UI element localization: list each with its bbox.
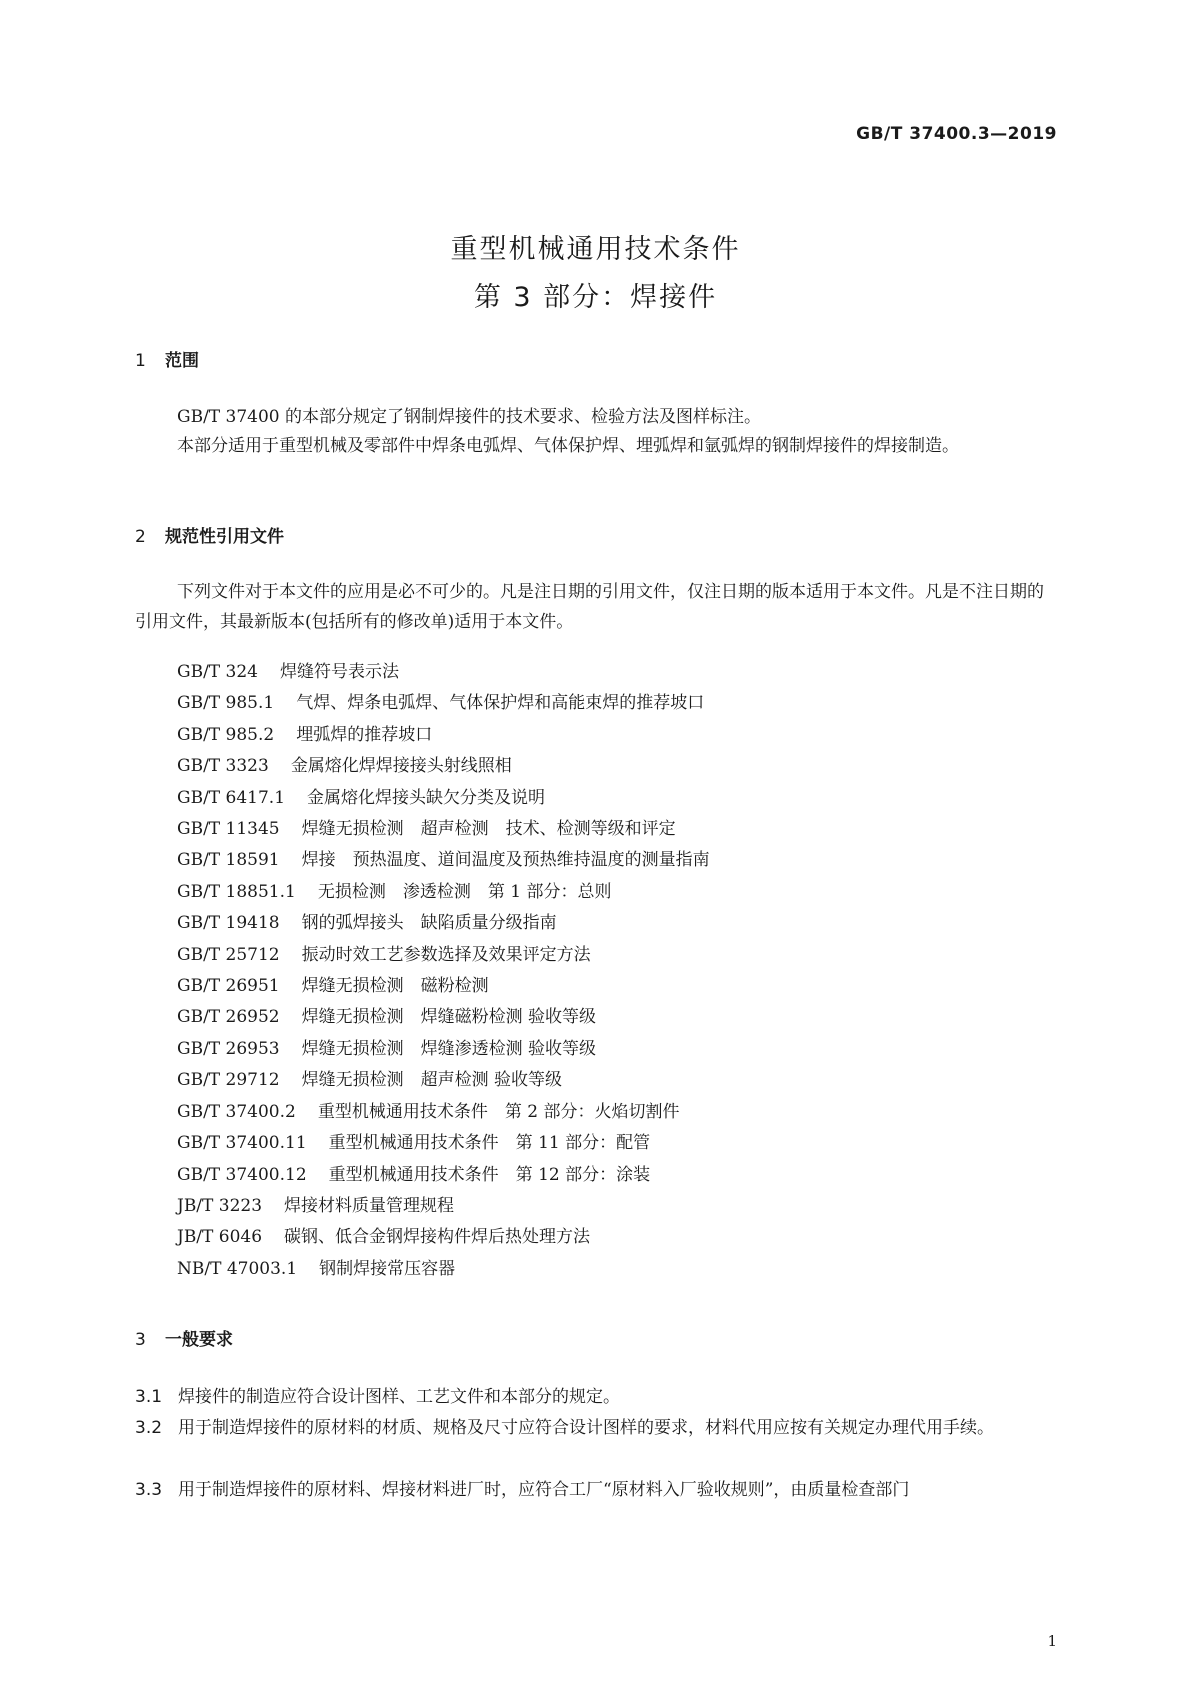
reference-item [177, 1160, 710, 1191]
reference-list [177, 657, 710, 1285]
reference-item [177, 1065, 710, 1096]
reference-code: NB/T 47003.1 [177, 1258, 298, 1279]
section-number: 3 [135, 1330, 146, 1350]
section-title: 一般要求 [165, 1330, 233, 1350]
reference-code: GB/T 18851.1 [177, 881, 296, 902]
reference-item [177, 1222, 710, 1253]
reference-title: 金属熔化焊接头缺欠分类及说明 [307, 787, 546, 808]
reference-code: GB/T 3323 [177, 756, 269, 777]
reference-title: 重型机械通用技术条件 第 2 部分：火焰切割件 [317, 1101, 680, 1122]
reference-item [177, 1191, 710, 1222]
reference-code: GB/T 26951 [177, 976, 280, 997]
section-2-intro: 下列文件对于本文件的应用是必不可少的。凡是注日期的引用文件，仅注日期的版本适用于本文件。凡是不注日期的引用文件，其最新版本(包括所有的修改单)适用于本文件。 [135, 582, 1044, 632]
reference-item [177, 908, 710, 939]
reference-title: 重型机械通用技术条件 第 11 部分：配管 [328, 1133, 651, 1154]
clause-3-3 [135, 1475, 1057, 1506]
reference-code: GB/T 37400.12 [177, 1164, 307, 1185]
reference-title: 焊缝无损检测 超声检测 技术、检测等级和评定 [301, 819, 676, 840]
reference-item [177, 845, 710, 876]
reference-code: GB/T 6417.1 [177, 787, 286, 808]
reference-title: 焊缝无损检测 磁粉检测 [301, 976, 489, 997]
reference-code: GB/T 985.2 [177, 724, 275, 745]
reference-item [177, 1034, 710, 1065]
section-2-heading [135, 522, 284, 547]
reference-item [177, 1097, 710, 1128]
section-number: 1 [135, 351, 146, 371]
reference-title: 焊接材料质量管理规程 [284, 1195, 455, 1216]
reference-code: GB/T 29712 [177, 1070, 280, 1091]
reference-item [177, 751, 710, 782]
reference-title: 焊缝无损检测 焊缝渗透检测 验收等级 [301, 1038, 597, 1059]
document-title: 重型机械通用技术条件 [450, 234, 741, 265]
reference-code: GB/T 26952 [177, 1007, 280, 1028]
clause-text: 用于制造焊接件的原材料的材质、规格及尺寸应符合设计图样的要求，材料代用应按有关规定办理代用手续。 [178, 1418, 995, 1438]
reference-title: 碳钢、低合金钢焊接构件焊后热处理方法 [284, 1227, 591, 1248]
page-number: 1 [1047, 1632, 1057, 1650]
reference-title: 焊接 预热温度、道间温度及预热维持温度的测量指南 [301, 850, 710, 871]
reference-title: 气焊、焊条电弧焊、气体保护焊和高能束焊的推荐坡口 [296, 693, 705, 714]
reference-code: GB/T 25712 [177, 944, 280, 965]
reference-item [177, 657, 710, 688]
reference-code: GB/T 11345 [177, 819, 280, 840]
reference-item [177, 1254, 710, 1285]
reference-title: 埋弧焊的推荐坡口 [296, 724, 433, 745]
reference-code: JB/T 6046 [177, 1227, 263, 1248]
reference-title: 重型机械通用技术条件 第 12 部分：涂装 [328, 1164, 651, 1185]
section-title: 规范性引用文件 [165, 527, 284, 547]
standard-code: GB/T 37400.3—2019 [856, 124, 1057, 144]
clause-text: 用于制造焊接件的原材料、焊接材料进厂时，应符合工厂“原材料入厂验收规则”，由质量检查部门 [178, 1480, 910, 1500]
reference-title: 钢制焊接常压容器 [319, 1258, 456, 1279]
reference-title: 焊缝无损检测 焊缝磁粉检测 验收等级 [301, 1007, 597, 1028]
reference-item [177, 783, 710, 814]
reference-code: GB/T 324 [177, 662, 258, 682]
clause-number: 3.1 [135, 1387, 163, 1407]
reference-title: 焊缝符号表示法 [280, 662, 399, 682]
section-1-paragraph-2: 本部分适用于重型机械及零部件中焊条电弧焊、气体保护焊、埋弧焊和氩弧焊的钢制焊接件的焊接制造。 [177, 436, 959, 456]
section-1-heading [135, 346, 199, 371]
clause-number: 3.3 [135, 1480, 163, 1500]
reference-title: 焊缝无损检测 超声检测 验收等级 [301, 1070, 563, 1091]
section-title: 范围 [165, 351, 199, 371]
reference-title: 无损检测 渗透检测 第 1 部分：总则 [317, 881, 612, 902]
reference-item [177, 814, 710, 845]
reference-item [177, 940, 710, 971]
reference-title: 钢的弧焊接头 缺陷质量分级指南 [301, 913, 557, 934]
section-1-paragraph-1: GB/T 37400 的本部分规定了钢制焊接件的技术要求、检验方法及图样标注。 [177, 407, 762, 427]
reference-code: GB/T 985.1 [177, 693, 275, 714]
reference-code: JB/T 3223 [177, 1195, 263, 1216]
reference-title: 金属熔化焊焊接接头射线照相 [290, 756, 512, 777]
reference-item [177, 971, 710, 1002]
clause-3-2 [135, 1413, 1057, 1444]
clause-number: 3.2 [135, 1418, 163, 1438]
reference-item [177, 877, 710, 908]
reference-item [177, 1128, 710, 1159]
reference-item [177, 1002, 710, 1033]
reference-code: GB/T 26953 [177, 1038, 280, 1059]
reference-title: 振动时效工艺参数选择及效果评定方法 [301, 944, 591, 965]
reference-code: GB/T 19418 [177, 913, 280, 934]
section-3-heading [135, 1325, 233, 1350]
clause-text: 焊接件的制造应符合设计图样、工艺文件和本部分的规定。 [178, 1387, 621, 1407]
reference-code: GB/T 37400.11 [177, 1133, 307, 1154]
reference-code: GB/T 18591 [177, 850, 280, 871]
clause-3-1 [135, 1382, 1057, 1413]
reference-item [177, 688, 710, 719]
reference-item [177, 720, 710, 751]
section-number: 2 [135, 527, 146, 547]
document-subtitle: 第 3 部分：焊接件 [473, 282, 718, 313]
reference-code: GB/T 37400.2 [177, 1101, 296, 1122]
